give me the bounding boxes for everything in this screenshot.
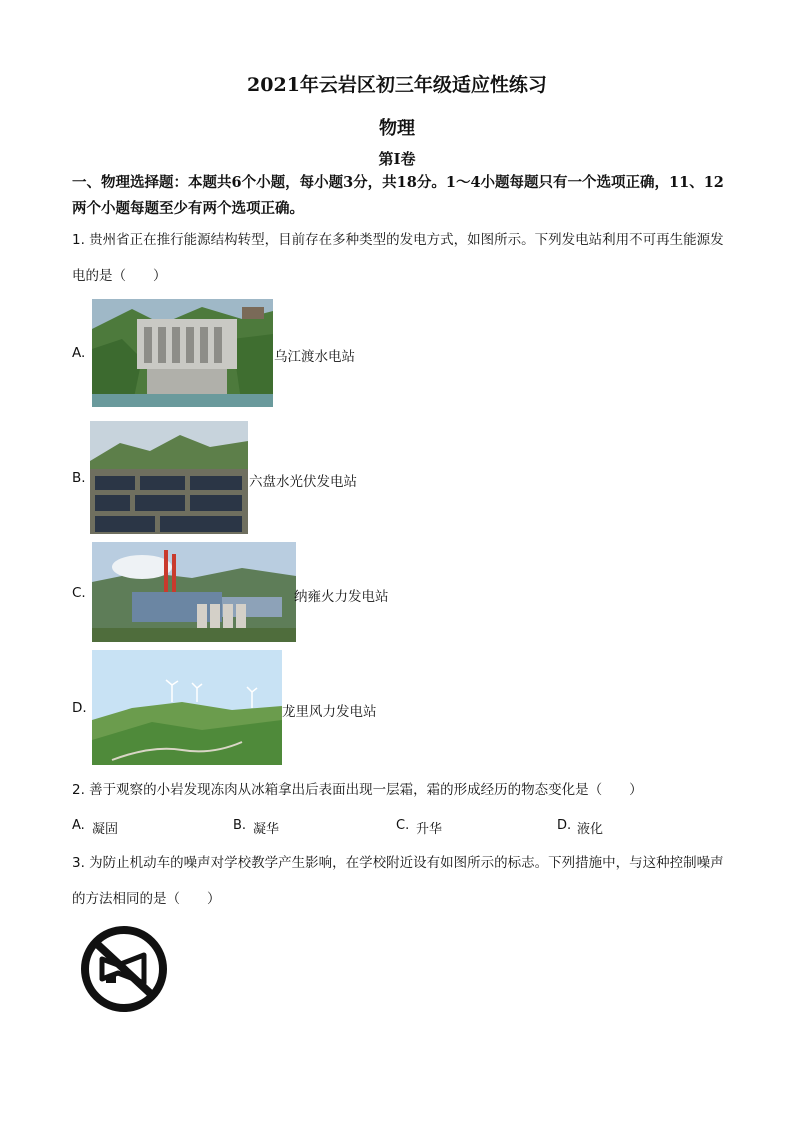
choice-b-text: 凝华 [253,822,280,837]
choice-c-text: 升华 [416,822,443,837]
section-instructions: 一、物理选择题：本题共6个小题，每小题3分，共18分。1～4小题每题只有一个选项正确，11、12两个小题每题至少有两个选项正确。 [72,174,724,217]
question-3-stem: 3. 为防止机动车的噪声对学校教学产生影响，在学校附近设有如图所示的标志。下列措施中，与这种控制噪声的方法相同的是（ ） [72,855,724,907]
wind-farm-photo [92,650,282,765]
option-d-label: D. [72,700,87,716]
option-a-label: A. [72,345,86,361]
choice-a-text: 凝固 [92,822,119,837]
choice-c-label: C. [396,818,410,833]
volume-label: 第I卷 [378,150,416,168]
subject-title: 物理 [379,118,415,139]
choice-a-label: A. [72,818,85,833]
option-c-label: C. [72,585,86,601]
no-honking-sign [78,925,170,1013]
option-a-text: 乌江渡水电站 [274,349,355,365]
question-2-stem: 2. 善于观察的小岩发现冻肉从冰箱拿出后表面出现一层霜，霜的形成经历的物态变化是（ ） [72,782,643,798]
question-1-stem: 1. 贵州省正在推行能源结构转型，目前存在多种类型的发电方式，如图所示。下列发电站利用不可再生能源发电的是（ ） [72,232,724,284]
option-c-text: 纳雍火力发电站 [294,589,389,605]
choice-d-text: 液化 [577,822,604,837]
thermal-plant-photo [92,542,296,642]
solar-farm-photo [90,421,248,534]
choice-b-label: B. [233,818,247,833]
choice-d-label: D. [557,818,572,833]
hydro-dam-photo [92,299,273,407]
option-d-text: 龙里风力发电站 [282,704,377,720]
option-b-text: 六盘水光伏发电站 [249,474,357,490]
page-title: 2021年云岩区初三年级适应性练习 [247,74,547,96]
option-b-label: B. [72,470,86,486]
